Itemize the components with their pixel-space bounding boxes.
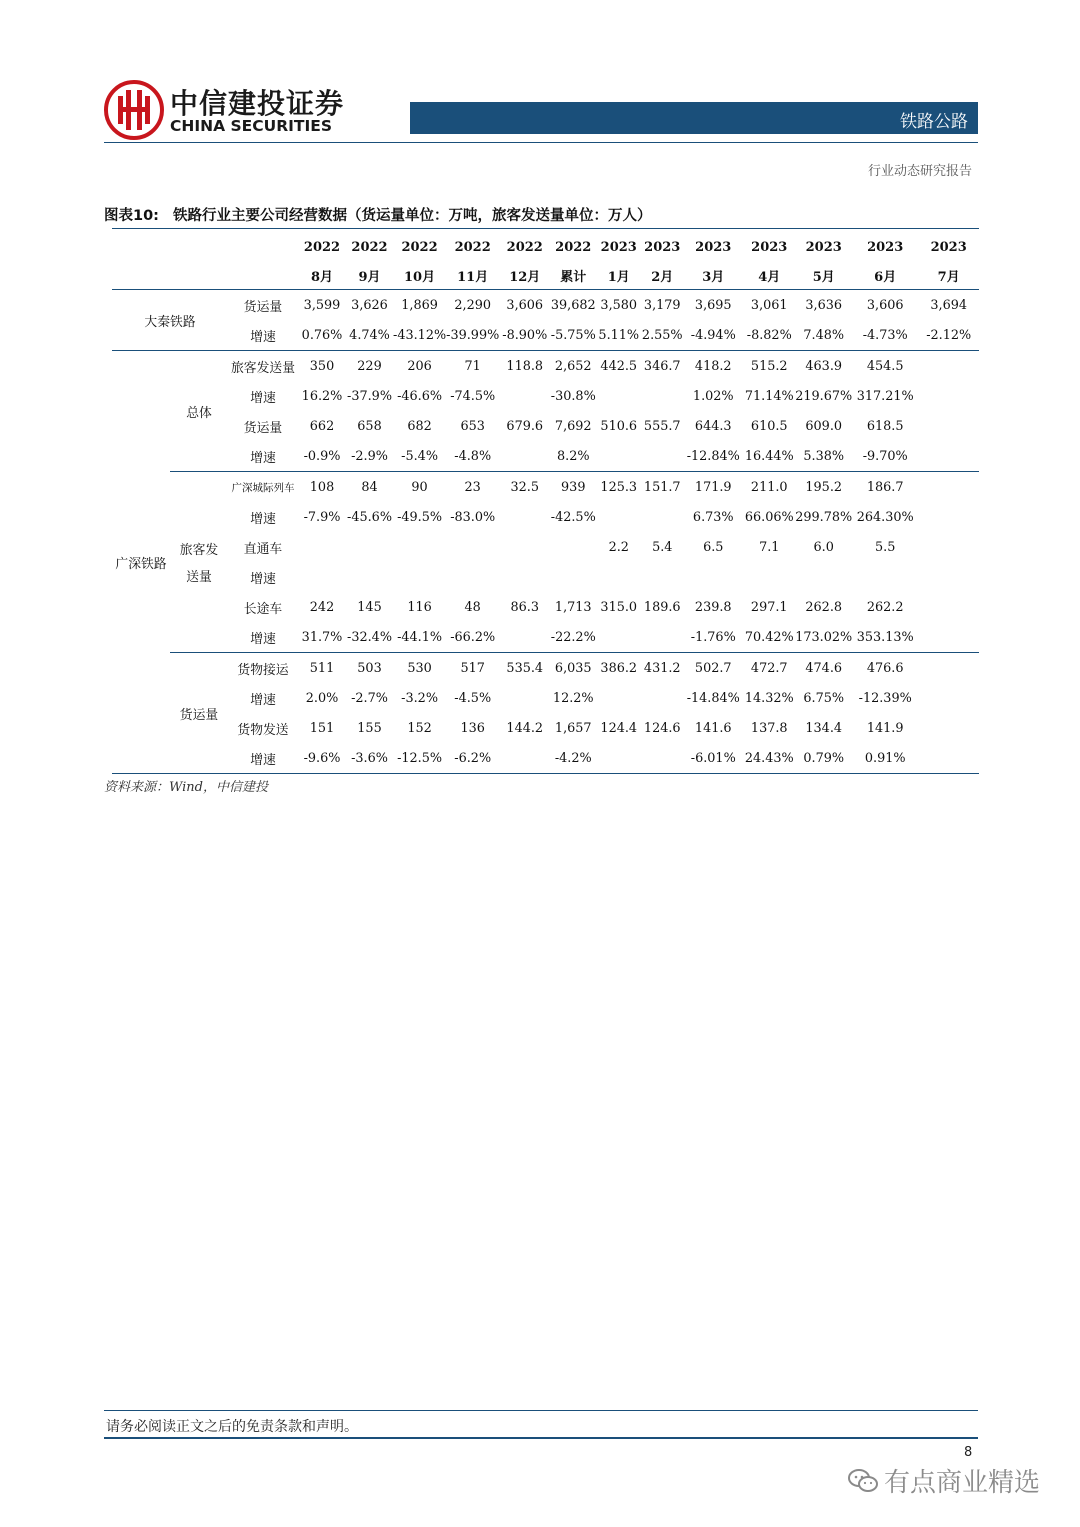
value-cell: 136 — [460, 720, 485, 736]
row-label: 增速 — [250, 450, 276, 466]
value-cell: 346.7 — [643, 358, 681, 374]
value-cell: 5.38% — [803, 448, 845, 464]
value-cell: -6.01% — [683, 743, 743, 774]
value-cell: -0.9% — [303, 448, 341, 464]
value-cell — [346, 562, 393, 592]
value-cell: -30.8% — [550, 388, 596, 404]
value-cell: 3,061 — [750, 297, 788, 313]
value-cell: 118.8 — [506, 358, 544, 374]
value-cell: 31.7% — [301, 629, 343, 645]
value-cell: 242 — [309, 599, 335, 615]
report-type: 行业动态研究报告 — [867, 164, 972, 179]
row-label: 货运量 — [243, 420, 283, 436]
value-cell — [852, 562, 918, 592]
value-cell: 511 — [298, 653, 346, 684]
value-cell: 5.4 — [652, 539, 673, 555]
value-cell — [641, 743, 683, 774]
value-cell — [596, 743, 641, 774]
row-label: 增速 — [250, 631, 276, 647]
value-cell — [918, 381, 979, 411]
value-cell — [446, 562, 499, 592]
header-year: 2023 — [795, 229, 852, 262]
group-name-line: 旅客发 — [179, 543, 219, 558]
header-period: 4月 — [743, 261, 795, 290]
wechat-icon — [848, 1468, 878, 1494]
value-cell — [918, 532, 979, 562]
table-row — [112, 472, 979, 503]
value-cell — [596, 441, 641, 472]
table-row — [112, 320, 979, 351]
value-cell: -9.70% — [862, 448, 908, 464]
value-cell: 297.1 — [750, 599, 788, 615]
header-year: 2022 — [446, 229, 499, 262]
header-year: 2022 — [393, 229, 446, 262]
value-cell: 134.4 — [805, 720, 843, 736]
value-cell — [795, 562, 852, 592]
value-cell — [641, 441, 683, 472]
value-cell — [550, 532, 596, 562]
value-cell: 6.5 — [703, 539, 724, 555]
value-cell — [918, 743, 979, 774]
value-cell — [641, 562, 683, 592]
value-cell — [499, 562, 550, 592]
value-cell: -7.9% — [303, 509, 341, 525]
value-cell — [596, 562, 641, 592]
brand-name-cn: 中信建投证券 — [170, 87, 345, 120]
value-cell: -39.99% — [446, 320, 499, 351]
header-year: 2022 — [346, 229, 393, 262]
table-row — [112, 411, 979, 441]
value-cell — [393, 532, 446, 562]
header-year: 2022 — [499, 229, 550, 262]
header-period: 3月 — [683, 261, 743, 290]
row-label: 广深城际列车 — [228, 472, 298, 503]
value-cell: 152 — [407, 720, 432, 736]
value-cell: -5.4% — [401, 448, 438, 464]
value-cell — [918, 713, 979, 743]
value-cell: 658 — [357, 418, 382, 434]
value-cell: 5.11% — [596, 320, 641, 351]
company-logo — [104, 80, 164, 140]
value-cell: 3,580 — [600, 297, 638, 313]
source-note: 资料来源：Wind，中信建投 — [104, 780, 268, 795]
value-cell — [743, 562, 795, 592]
value-cell — [683, 562, 743, 592]
value-cell — [918, 622, 979, 653]
value-cell: 14.32% — [744, 690, 794, 706]
value-cell — [596, 502, 641, 532]
value-cell: -6.2% — [446, 743, 499, 774]
table-row — [112, 290, 979, 321]
value-cell — [499, 622, 550, 653]
value-cell: 2.2 — [608, 539, 629, 555]
value-cell: -12.5% — [393, 743, 446, 774]
value-cell: 517 — [446, 653, 499, 684]
value-cell — [446, 532, 499, 562]
value-cell: 6.0 — [813, 539, 834, 555]
value-cell: 317.21% — [856, 388, 914, 404]
value-cell: 32.5 — [499, 472, 550, 503]
value-cell: -1.76% — [690, 629, 736, 645]
value-cell: 7.1 — [759, 539, 780, 555]
row-label: 货物接运 — [228, 653, 298, 684]
value-cell: 24.43% — [743, 743, 795, 774]
header-year: 2023 — [641, 229, 683, 262]
value-cell: 155 — [357, 720, 382, 736]
header-period: 2月 — [641, 261, 683, 290]
value-cell: 1,713 — [554, 599, 592, 615]
value-cell — [641, 502, 683, 532]
value-cell — [918, 351, 979, 382]
value-cell — [499, 532, 550, 562]
header-period-row — [112, 261, 979, 290]
value-cell: 2,290 — [454, 297, 491, 313]
table-row — [112, 713, 979, 743]
value-cell: 442.5 — [600, 358, 638, 374]
value-cell: 7.48% — [795, 320, 852, 351]
table-row — [112, 622, 979, 653]
value-cell: 186.7 — [852, 472, 918, 503]
value-cell: 3,695 — [694, 297, 732, 313]
value-cell: 211.0 — [743, 472, 795, 503]
value-cell: 0.76% — [298, 320, 346, 351]
value-cell: 195.2 — [795, 472, 852, 503]
row-label: 货运量 — [243, 299, 283, 315]
header-year: 2022 — [298, 229, 346, 262]
value-cell: -4.5% — [454, 690, 492, 706]
header-divider — [104, 142, 978, 143]
value-cell: 418.2 — [694, 358, 732, 374]
value-cell: 3,606 — [506, 297, 544, 313]
value-cell: 1,657 — [554, 720, 592, 736]
value-cell: 141.6 — [694, 720, 732, 736]
value-cell: 124.6 — [643, 720, 681, 736]
value-cell: 3,179 — [643, 297, 681, 313]
disclaimer: 请务必阅读正文之后的免责条款和声明。 — [106, 1419, 358, 1435]
value-cell — [918, 562, 979, 592]
table-row — [112, 502, 979, 532]
table-row — [112, 562, 979, 592]
value-cell: 530 — [393, 653, 446, 684]
value-cell: 90 — [393, 472, 446, 503]
value-cell: -12.39% — [858, 690, 912, 706]
row-label: 增速 — [228, 743, 298, 774]
value-cell: -4.73% — [852, 320, 918, 351]
value-cell: -3.6% — [346, 743, 393, 774]
value-cell: -4.94% — [683, 320, 743, 351]
value-cell — [596, 381, 641, 411]
header-period: 5月 — [795, 261, 852, 290]
value-cell: 23 — [446, 472, 499, 503]
value-cell — [596, 622, 641, 653]
row-label: 增速 — [250, 390, 276, 406]
value-cell: 5.5 — [875, 539, 896, 555]
header-corner — [112, 229, 298, 262]
value-cell: 662 — [309, 418, 335, 434]
group-name: 总体 — [186, 405, 212, 421]
value-cell: 2,652 — [554, 358, 592, 374]
value-cell: 108 — [298, 472, 346, 503]
value-cell: 12.2% — [552, 690, 594, 706]
header-year: 2023 — [852, 229, 918, 262]
table-row — [112, 381, 979, 411]
table-row — [112, 592, 979, 622]
value-cell: 6.75% — [803, 690, 845, 706]
table-row — [112, 441, 979, 472]
value-cell — [641, 683, 683, 713]
value-cell: 206 — [407, 358, 432, 374]
value-cell — [298, 562, 346, 592]
value-cell: 644.3 — [694, 418, 732, 434]
value-cell: 472.7 — [743, 653, 795, 684]
header-year: 2022 — [550, 229, 596, 262]
value-cell: 939 — [550, 472, 596, 503]
row-label: 旅客发送量 — [231, 360, 295, 376]
header-year: 2023 — [918, 229, 979, 262]
value-cell: -2.9% — [351, 448, 388, 464]
value-cell: -37.9% — [347, 388, 392, 404]
table-row — [112, 532, 979, 562]
header-period: 9月 — [346, 261, 393, 290]
group-name: 货运量 — [170, 653, 228, 774]
table-row — [112, 683, 979, 713]
value-cell: -45.6% — [347, 509, 392, 525]
value-cell: -44.1% — [397, 629, 443, 645]
value-cell: 219.67% — [795, 388, 853, 404]
value-cell: -46.6% — [397, 388, 443, 404]
value-cell: -4.2% — [550, 743, 596, 774]
value-cell: -12.84% — [686, 448, 740, 464]
value-cell: 264.30% — [856, 509, 914, 525]
value-cell: 229 — [357, 358, 382, 374]
value-cell: 6.73% — [692, 509, 734, 525]
value-cell: 71 — [464, 358, 481, 374]
value-cell: 0.91% — [852, 743, 918, 774]
value-cell — [918, 653, 979, 684]
value-cell: 609.0 — [805, 418, 843, 434]
value-cell: 510.6 — [600, 418, 638, 434]
value-cell: 3,636 — [805, 297, 843, 313]
value-cell: 682 — [407, 418, 432, 434]
value-cell: -9.6% — [298, 743, 346, 774]
table-row — [112, 653, 979, 684]
value-cell: 350 — [309, 358, 335, 374]
value-cell: -8.90% — [499, 320, 550, 351]
figure-label: 图表10: — [104, 208, 159, 224]
header-period: 10月 — [393, 261, 446, 290]
value-cell: 6,035 — [550, 653, 596, 684]
value-cell — [918, 441, 979, 472]
value-cell: 2.55% — [641, 320, 683, 351]
company-name: 大秦铁路 — [112, 290, 228, 351]
value-cell: 66.06% — [744, 509, 794, 525]
value-cell: -3.2% — [401, 690, 438, 706]
value-cell: 145 — [357, 599, 382, 615]
value-cell: -42.5% — [550, 509, 596, 525]
value-cell: 1,869 — [401, 297, 438, 313]
value-cell: 3,599 — [303, 297, 341, 313]
value-cell: 16.44% — [744, 448, 794, 464]
value-cell: -43.12% — [393, 320, 446, 351]
value-cell: -4.8% — [454, 448, 492, 464]
value-cell: 84 — [346, 472, 393, 503]
section-label: 铁路公路 — [900, 112, 968, 132]
value-cell: 151.7 — [641, 472, 683, 503]
value-cell — [641, 622, 683, 653]
header-year: 2023 — [596, 229, 641, 262]
value-cell: 141.9 — [866, 720, 904, 736]
value-cell — [918, 502, 979, 532]
value-cell: 171.9 — [683, 472, 743, 503]
value-cell: 610.5 — [750, 418, 788, 434]
table-row — [112, 743, 979, 774]
footer-divider-thick — [104, 1437, 978, 1439]
row-label: 货物发送 — [237, 722, 289, 738]
value-cell: 16.2% — [301, 388, 343, 404]
page-number: 8 — [964, 1445, 973, 1460]
value-cell: 3,606 — [866, 297, 904, 313]
value-cell: 679.6 — [506, 418, 544, 434]
value-cell: 71.14% — [744, 388, 794, 404]
header-period: 11月 — [446, 261, 499, 290]
value-cell: 463.9 — [805, 358, 843, 374]
value-cell: 474.6 — [795, 653, 852, 684]
value-cell: -2.12% — [918, 320, 979, 351]
watermark — [848, 1462, 1040, 1499]
value-cell — [918, 683, 979, 713]
header-period: 6月 — [852, 261, 918, 290]
value-cell: 262.2 — [866, 599, 904, 615]
value-cell: -22.2% — [550, 629, 596, 645]
header-period: 1月 — [596, 261, 641, 290]
value-cell: 39,682 — [550, 297, 596, 313]
value-cell: 2.0% — [305, 690, 339, 706]
value-cell — [393, 562, 446, 592]
row-label: 增速 — [250, 571, 276, 587]
value-cell: 7,692 — [554, 418, 592, 434]
value-cell — [918, 592, 979, 622]
value-cell — [499, 441, 550, 472]
value-cell: 48 — [464, 599, 481, 615]
operating-data-table — [112, 228, 979, 774]
value-cell — [550, 562, 596, 592]
value-cell: -5.75% — [550, 320, 596, 351]
value-cell: -14.84% — [686, 690, 740, 706]
value-cell: -32.4% — [347, 629, 392, 645]
value-cell: 70.42% — [744, 629, 794, 645]
value-cell: 124.4 — [600, 720, 638, 736]
header-period: 12月 — [499, 261, 550, 290]
header-period: 累计 — [550, 261, 596, 290]
value-cell: 431.2 — [641, 653, 683, 684]
value-cell: 3,626 — [351, 297, 388, 313]
header-period: 7月 — [918, 261, 979, 290]
header-year: 2023 — [683, 229, 743, 262]
row-label: 直通车 — [243, 541, 283, 557]
value-cell: 4.74% — [346, 320, 393, 351]
value-cell: 0.79% — [795, 743, 852, 774]
value-cell — [596, 683, 641, 713]
value-cell: 386.2 — [596, 653, 641, 684]
value-cell: 476.6 — [852, 653, 918, 684]
value-cell: 189.6 — [643, 599, 681, 615]
value-cell — [499, 743, 550, 774]
company-name: 广深铁路 — [112, 351, 170, 774]
watermark-text: 有点商业精选 — [884, 1468, 1041, 1498]
header-period: 8月 — [298, 261, 346, 290]
group-name — [170, 472, 228, 653]
brand-name-en: CHINA SECURITIES — [170, 117, 332, 135]
header-corner — [112, 261, 298, 290]
row-label: 增速 — [228, 320, 298, 351]
value-cell: -8.82% — [743, 320, 795, 351]
value-cell: -83.0% — [450, 509, 496, 525]
value-cell — [641, 381, 683, 411]
figure-caption: 铁路行业主要公司经营数据（货运量单位：万吨，旅客发送量单位：万人） — [172, 208, 652, 224]
value-cell: -49.5% — [397, 509, 443, 525]
value-cell — [499, 381, 550, 411]
value-cell: 137.8 — [750, 720, 788, 736]
value-cell: -2.7% — [351, 690, 388, 706]
footer-divider — [104, 1410, 978, 1411]
value-cell: -74.5% — [450, 388, 496, 404]
group-name-line: 送量 — [186, 570, 212, 585]
value-cell: 515.2 — [750, 358, 788, 374]
value-cell — [918, 411, 979, 441]
value-cell: 353.13% — [856, 629, 914, 645]
value-cell: 653 — [460, 418, 485, 434]
value-cell: 8.2% — [556, 448, 590, 464]
value-cell — [918, 472, 979, 503]
value-cell — [346, 532, 393, 562]
section-header-bar — [410, 102, 978, 134]
value-cell: 125.3 — [596, 472, 641, 503]
value-cell: 535.4 — [499, 653, 550, 684]
value-cell: 1.02% — [692, 388, 734, 404]
value-cell: 86.3 — [510, 599, 539, 615]
value-cell: 151 — [309, 720, 335, 736]
value-cell: 239.8 — [694, 599, 732, 615]
table-row — [112, 351, 979, 382]
row-label: 增速 — [250, 692, 276, 708]
value-cell: -66.2% — [450, 629, 496, 645]
value-cell: 454.5 — [866, 358, 904, 374]
row-label: 增速 — [250, 511, 276, 527]
header-year-row — [112, 229, 979, 262]
header-year: 2023 — [743, 229, 795, 262]
figure-title — [104, 204, 651, 225]
value-cell: 116 — [407, 599, 432, 615]
value-cell: 262.8 — [805, 599, 843, 615]
value-cell: 173.02% — [795, 629, 853, 645]
value-cell — [298, 532, 346, 562]
value-cell: 144.2 — [506, 720, 544, 736]
value-cell: 618.5 — [866, 418, 904, 434]
row-label: 长途车 — [243, 601, 283, 617]
value-cell: 555.7 — [643, 418, 681, 434]
value-cell: 3,694 — [930, 297, 967, 313]
value-cell — [499, 683, 550, 713]
value-cell: 299.78% — [795, 509, 853, 525]
value-cell: 503 — [346, 653, 393, 684]
value-cell — [499, 502, 550, 532]
value-cell: 502.7 — [683, 653, 743, 684]
value-cell: 315.0 — [600, 599, 638, 615]
